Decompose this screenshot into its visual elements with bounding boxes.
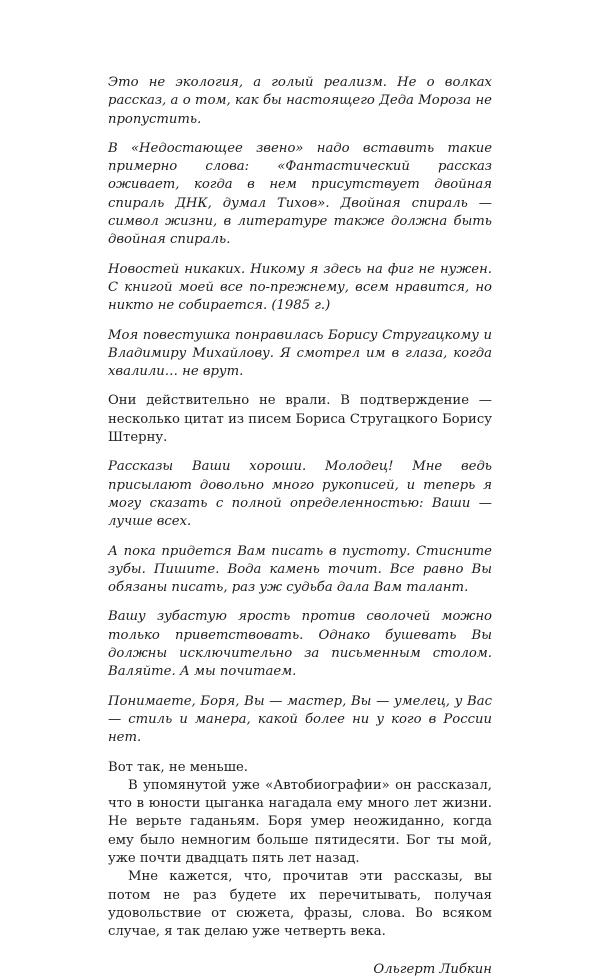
quote-paragraph: Новостей никаких. Никому я здесь на фиг не нужен. С книгой моей все по-прежнему, всем нравится, но никто не собирается. (1985 г.) xyxy=(108,261,492,314)
body-paragraph: Вот так, не меньше. xyxy=(108,759,248,775)
quote-paragraph: Это не экология, а голый реализм. Не о волках рассказ, а о том, как бы настоящего Деда Мороза не пропустить. xyxy=(108,75,492,127)
letter-quote-paragraph: Вашу зубастую ярость против сволочей можно только приветствовать. Однако бушевать Вы должны исключительно за письменным столом. Валяйте. А мы почитаем. xyxy=(108,609,492,680)
text-column xyxy=(108,74,492,980)
author-signature: Ольгерт Либкин xyxy=(373,962,492,978)
quote-paragraph: В «Недостающее звено» надо вставить такие примерно слова: «Фантастический рассказ оживает, когда в нем присутствует двойная спираль ДНК, думал Тихов». Двойная спираль — символ жизни, в литературе также должна быть двойная спираль. xyxy=(108,140,492,248)
body-paragraph: В упомянутой уже «Автобиографии» он рассказал, что в юности цыганка нагадала ему много лет жизни. Не верьте гаданьям. Боря умер неожиданно, когда ему было немногим больше пятидесяти. Бог ты мой, уже почти двадцать пять лет назад. xyxy=(108,777,492,866)
letter-quote-paragraph: Понимаете, Боря, Вы — мастер, Вы — умелец, у Вас — стиль и манера, какой более ни у кого в России нет. xyxy=(108,693,492,746)
body-paragraph: Мне кажется, что, прочитав эти рассказы, вы потом не раз будете их перечитывать, получая удовольствие от сюжета, фразы, слова. Во всяком случае, я так делаю уже четверть века. xyxy=(108,869,492,940)
body-paragraph: Они действительно не врали. В подтверждение — несколько цитат из писем Бориса Стругацкого Борису Штерну. xyxy=(108,393,492,446)
letter-quote-paragraph: А пока придется Вам писать в пустоту. Стисните зубы. Пишите. Вода камень точит. Все равно Вы обязаны писать, раз уж судьба дала Вам талант. xyxy=(108,543,492,596)
letter-quote-paragraph: Рассказы Ваши хороши. Молодец! Мне ведь присылают довольно много рукописей, и теперь я могу сказать с полной определенностью: Ваши — лучше всех. xyxy=(108,459,492,530)
quote-paragraph: Моя повестушка понравилась Борису Стругацкому и Владимиру Михайлову. Я смотрел им в глаза, когда хвалили… не врут. xyxy=(108,327,492,380)
